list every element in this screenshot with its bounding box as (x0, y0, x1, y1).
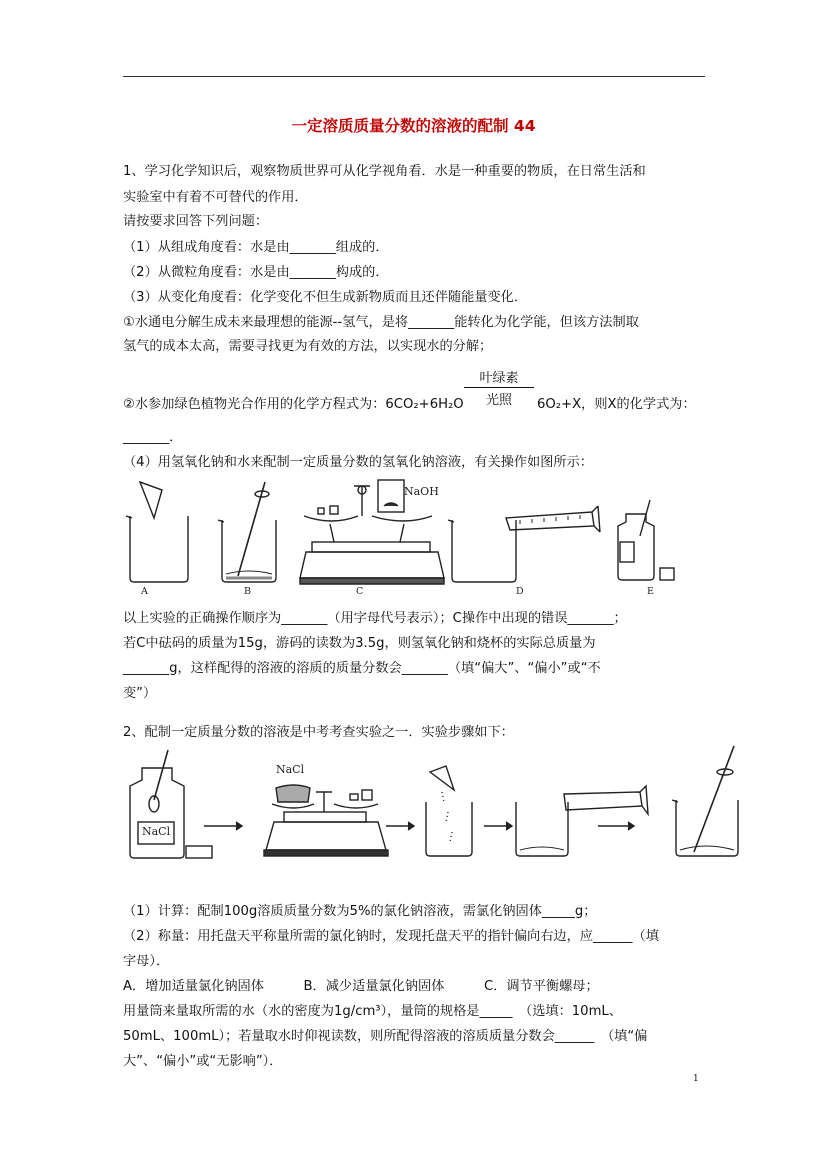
page-title: 一定溶质质量分数的溶液的配制 44 (291, 117, 536, 135)
q1-equation-right: 6O₂+X，则X的化学式为： (537, 397, 696, 412)
q1-line: （2）从微粒角度看：水是由_______构成的． (123, 265, 389, 280)
label-b: B (244, 586, 251, 597)
naoh-label: NaOH (404, 485, 439, 498)
q2-line: 50mL、100mL）；若量取水时仰视读数，则所配得溶液的溶质质量分数会______ （填“偏 (123, 1029, 648, 1044)
q1-apparatus-figure (122, 476, 682, 600)
page-number: 1 (693, 1074, 699, 1084)
q1-line: （1）从组成角度看：水是由_______组成的． (123, 240, 389, 255)
beaker-cylinder-icon (516, 786, 648, 856)
beaker-b-icon (218, 482, 276, 582)
q1-line: 1、学习化学知识后，观察物质世界可从化学视角看．水是一种重要的物质，在日常生活和 (123, 164, 646, 179)
reaction-light: 光照 (485, 393, 512, 408)
q1-line: 实验室中有着不可替代的作用． (123, 190, 308, 205)
label-a: A (141, 586, 148, 597)
q1-line: （4）用氢氧化钠和水来配制一定质量分数的氢氧化钠溶液，有关操作如图所示： (123, 455, 593, 470)
q1-line: 变”） (123, 686, 157, 701)
q2-line: （1）计算：配制100g溶质质量分数为5%的氯化钠溶液，需氯化钠固体_____g； (123, 904, 597, 919)
label-e: E (647, 586, 654, 597)
bottle-e-icon (618, 500, 674, 580)
q1-line: 氢气的成本太高，需要寻找更为有效的方法，以实现水的分解； (123, 339, 493, 354)
q1-line: （3）从变化角度看：化学变化不但生成新物质而且还伴随能量变化． (123, 290, 528, 305)
q2-line: 大”、“偏小”或“无影响”）． (123, 1054, 283, 1069)
q2-line: 字母）． (123, 954, 170, 969)
reaction-catalyst: 叶绿素 (464, 367, 534, 388)
beaker-stir-icon (672, 746, 738, 856)
nacl-balance-label: NaCl (276, 763, 305, 776)
q1-line: 若C中砝码的质量为15g，游码的读数为3.5g，则氢氧化钠和烧杯的实际总质量为 (123, 636, 596, 651)
nacl-bottle-icon (130, 750, 212, 858)
balance-icon (264, 785, 388, 856)
q2-apparatus-figure (124, 742, 754, 866)
reaction-condition (464, 367, 534, 408)
q2-options: A．增加适量氯化钠固体 B．减少适量氯化钠固体 C．调节平衡螺母； (123, 979, 599, 994)
pour-d-icon (448, 506, 600, 582)
q1-line: 以上实验的正确操作顺序为_______（用字母代号表示）；C操作中出现的错误_______； (123, 611, 627, 626)
q2-line: 用量筒来量取所需的水（水的密度为1g/cm³），量筒的规格是_____ （选填：10mL、 (123, 1004, 622, 1019)
label-c: C (356, 586, 364, 597)
header-rule (123, 76, 705, 77)
q1-line: _______g，这样配得的溶液的溶质的质量分数会_______（填“偏大”、“偏小”或“不 (123, 661, 601, 676)
beaker-a-icon (126, 482, 188, 582)
q1-line: _______． (123, 430, 183, 445)
q1-line: 请按要求回答下列问题： (123, 214, 269, 229)
q2-line: 2、配制一定质量分数的溶液是中考考查实验之一．实验步骤如下： (123, 725, 514, 740)
nacl-bottle-label: NaCl (142, 825, 171, 838)
beaker-pour-icon (426, 766, 472, 856)
label-d: D (516, 586, 524, 597)
q1-equation-left: ②水参加绿色植物光合作用的化学方程式为：6CO₂+6H₂O (123, 397, 464, 412)
q2-line: （2）称量：用托盘天平称量所需的氯化钠时，发现托盘天平的指针偏向右边，应______（填 (123, 929, 659, 944)
q1-line: ①水通电分解生成未来最理想的能源--氢气，是将_______能转化为化学能，但该方法制取 (123, 315, 639, 330)
